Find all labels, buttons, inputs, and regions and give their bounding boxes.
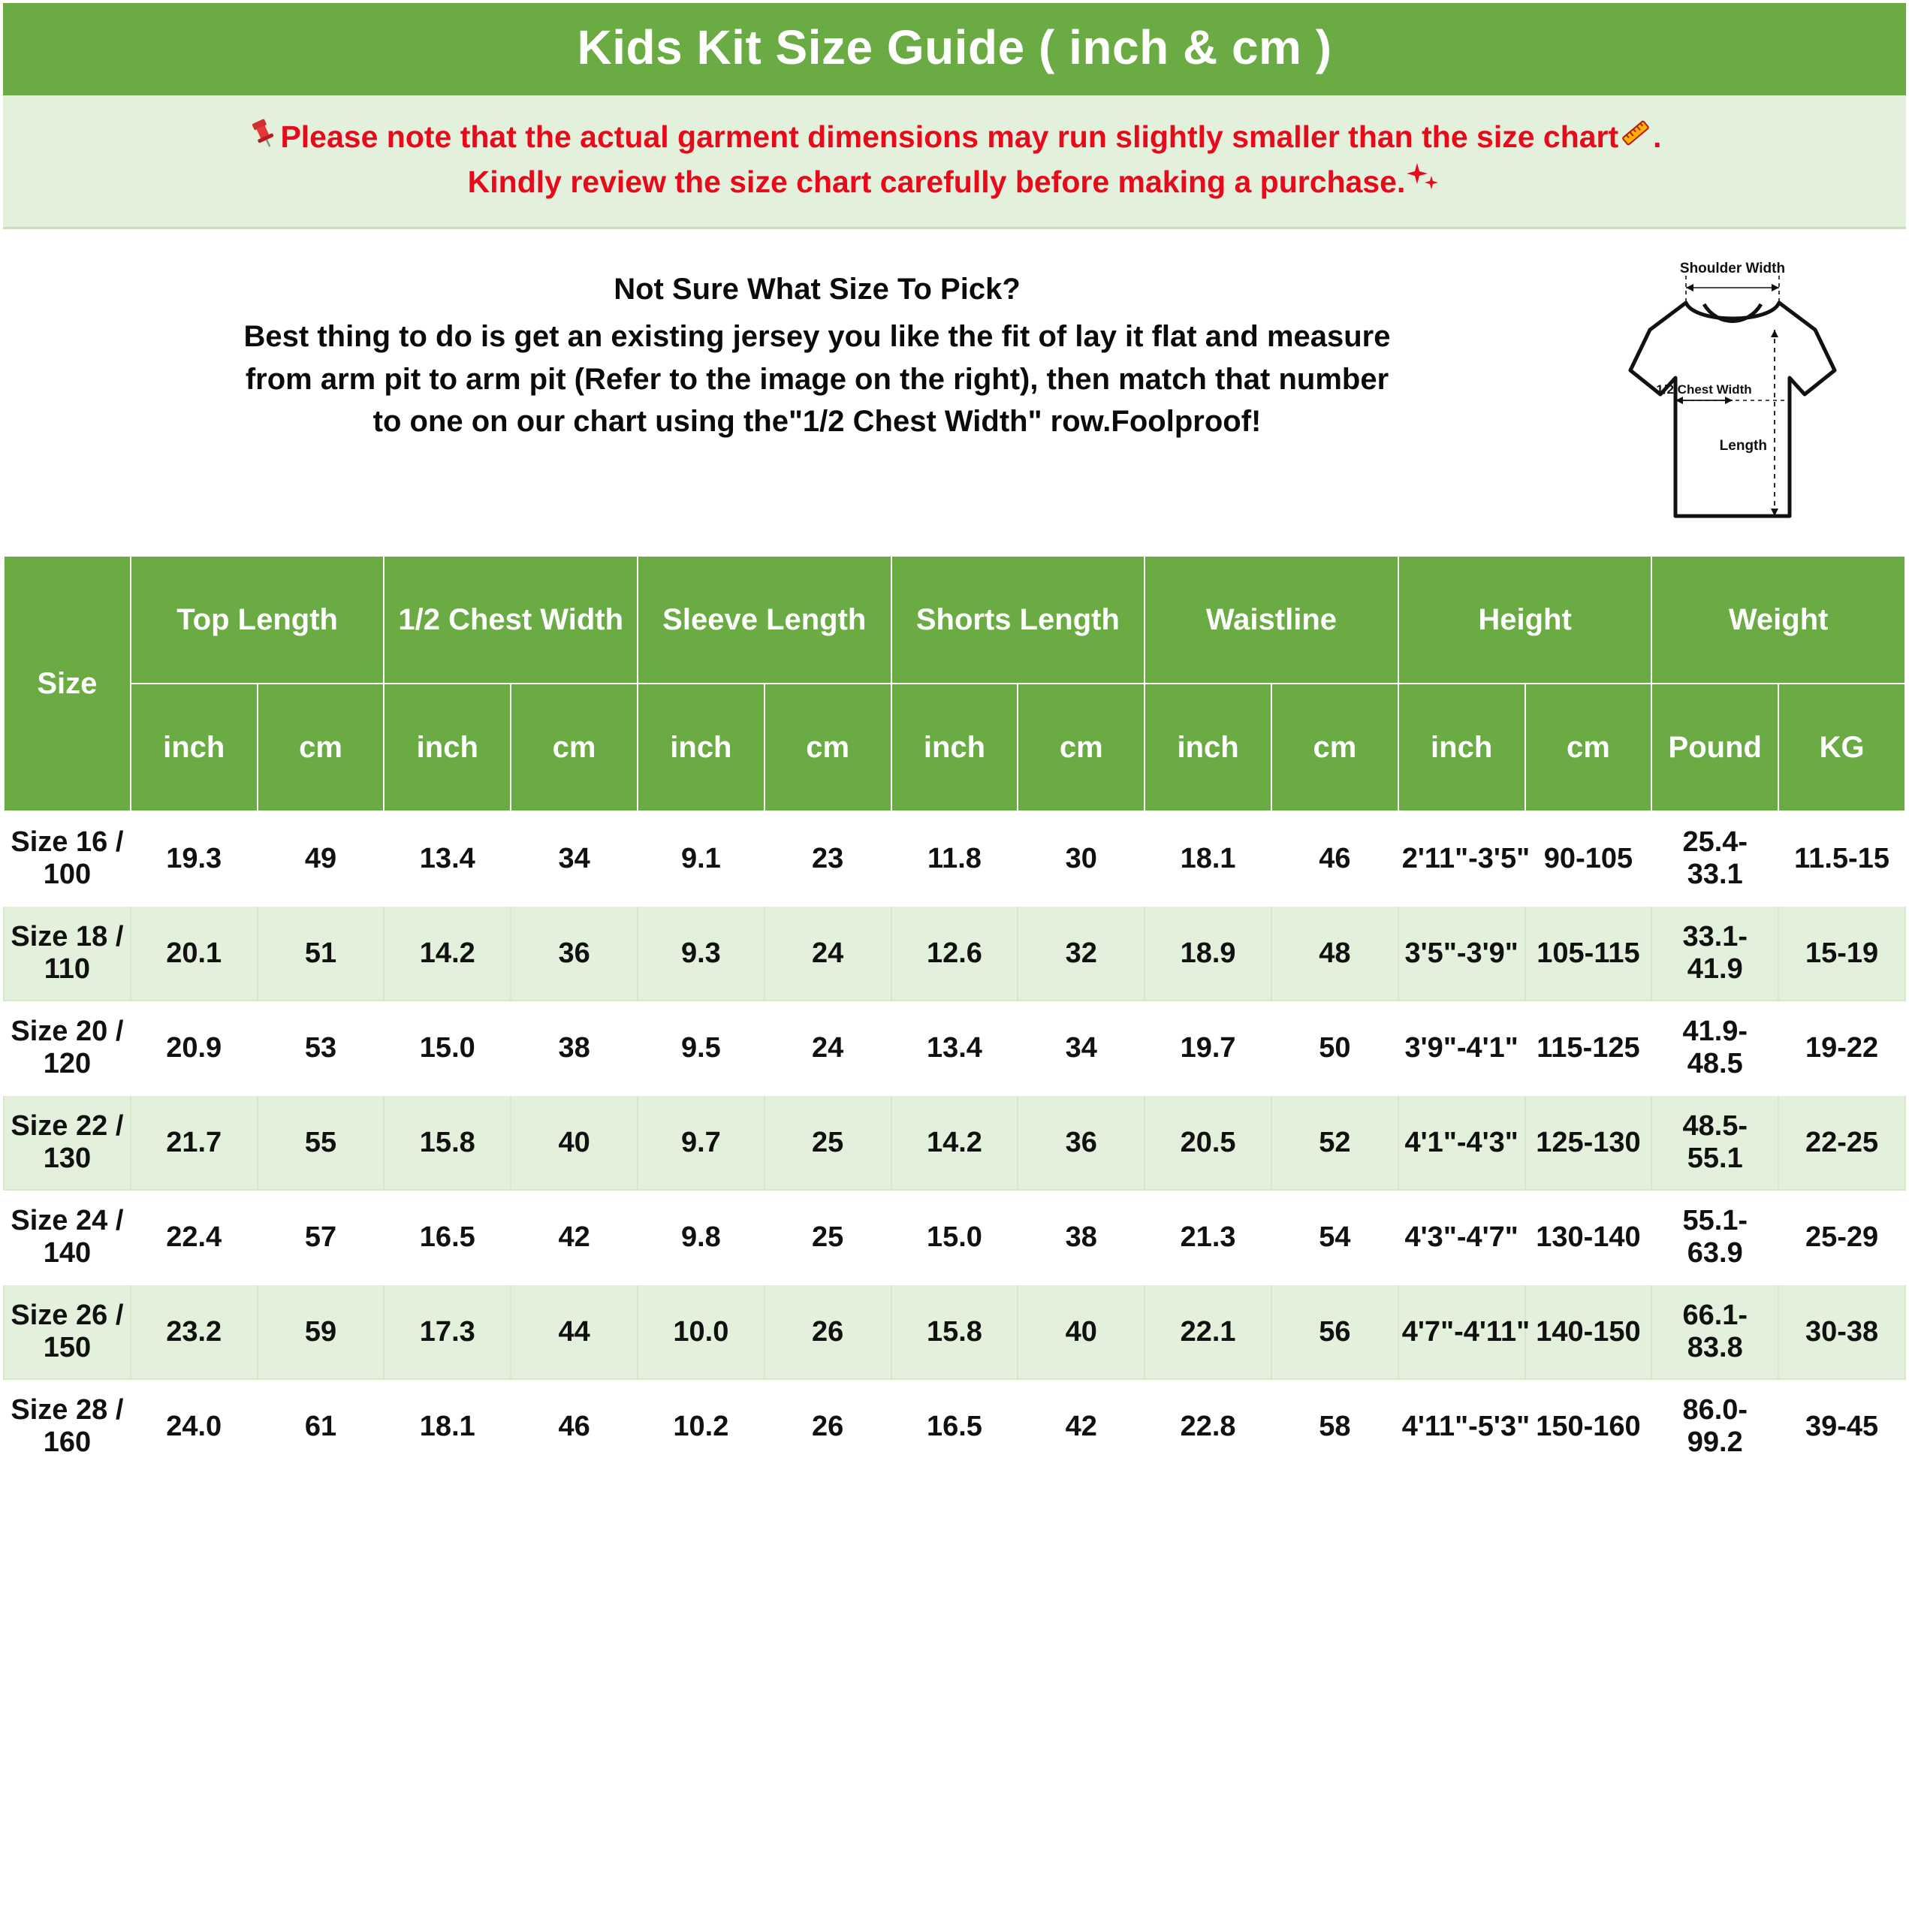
header-top-length: Top Length <box>131 556 385 684</box>
cell-size: Size 24 / 140 <box>4 1190 131 1284</box>
cell-shorts-inch: 15.8 <box>891 1284 1018 1379</box>
unit-top-length-inch: inch <box>131 684 258 811</box>
table-body <box>4 811 1905 1474</box>
cell-height-inch: 4'7"-4'11" <box>1398 1284 1525 1379</box>
cell-size: Size 16 / 100 <box>4 811 131 906</box>
cell-top-length-inch: 19.3 <box>131 811 258 906</box>
cell-shorts-inch: 11.8 <box>891 811 1018 906</box>
cell-chest-cm: 42 <box>511 1190 638 1284</box>
svg-text:1/2 Chest Width: 1/2 Chest Width <box>1656 382 1752 397</box>
disclaimer-text-2: Kindly review the size chart carefully before making a purchase. <box>467 164 1406 199</box>
header-size: Size <box>4 556 131 811</box>
cell-top-length-cm: 49 <box>258 811 385 906</box>
cell-shorts-cm: 30 <box>1018 811 1144 906</box>
cell-chest-cm: 44 <box>511 1284 638 1379</box>
cell-weight-pound: 66.1-83.8 <box>1651 1284 1778 1379</box>
cell-sleeve-cm: 26 <box>765 1284 891 1379</box>
cell-height-inch: 4'1"-4'3" <box>1398 1095 1525 1190</box>
cell-shorts-cm: 40 <box>1018 1284 1144 1379</box>
cell-weight-kg: 25-29 <box>1778 1190 1905 1284</box>
cell-chest-cm: 34 <box>511 811 638 906</box>
cell-top-length-inch: 22.4 <box>131 1190 258 1284</box>
cell-waist-cm: 52 <box>1271 1095 1398 1190</box>
unit-sleeve-inch: inch <box>638 684 765 811</box>
header-waistline: Waistline <box>1144 556 1398 684</box>
unit-waist-cm: cm <box>1271 684 1398 811</box>
unit-waist-inch: inch <box>1144 684 1271 811</box>
cell-top-length-cm: 57 <box>258 1190 385 1284</box>
cell-chest-inch: 15.8 <box>384 1095 511 1190</box>
unit-top-length-cm: cm <box>258 684 385 811</box>
cell-height-cm: 115-125 <box>1525 1001 1652 1095</box>
cell-shorts-cm: 32 <box>1018 906 1144 1001</box>
cell-chest-cm: 40 <box>511 1095 638 1190</box>
svg-text:Shoulder Width: Shoulder Width <box>1679 261 1786 277</box>
header-weight: Weight <box>1651 556 1905 684</box>
cell-chest-cm: 38 <box>511 1001 638 1095</box>
unit-height-cm: cm <box>1525 684 1652 811</box>
unit-shorts-cm: cm <box>1018 684 1144 811</box>
svg-text:Length: Length <box>1719 438 1767 454</box>
unit-height-inch: inch <box>1398 684 1525 811</box>
disclaimer-line-1 <box>21 115 1888 159</box>
cell-size: Size 26 / 150 <box>4 1284 131 1379</box>
cell-top-length-cm: 61 <box>258 1379 385 1474</box>
cell-waist-cm: 54 <box>1271 1190 1398 1284</box>
cell-sleeve-cm: 24 <box>765 1001 891 1095</box>
cell-weight-pound: 48.5-55.1 <box>1651 1095 1778 1190</box>
cell-waist-cm: 46 <box>1271 811 1398 906</box>
cell-height-cm: 130-140 <box>1525 1190 1652 1284</box>
cell-top-length-inch: 20.9 <box>131 1001 258 1095</box>
header-shorts-length: Shorts Length <box>891 556 1145 684</box>
cell-shorts-cm: 36 <box>1018 1095 1144 1190</box>
cell-shorts-cm: 34 <box>1018 1001 1144 1095</box>
cell-chest-inch: 16.5 <box>384 1190 511 1284</box>
unit-sleeve-cm: cm <box>765 684 891 811</box>
cell-size: Size 22 / 130 <box>4 1095 131 1190</box>
sparkles-icon <box>1405 161 1441 195</box>
cell-height-cm: 125-130 <box>1525 1095 1652 1190</box>
cell-sleeve-cm: 25 <box>765 1095 891 1190</box>
cell-waist-cm: 50 <box>1271 1001 1398 1095</box>
table-row <box>4 1001 1905 1095</box>
disclaimer-text-1: Please note that the actual garment dimensions may run slightly smaller than the size chart <box>280 119 1619 155</box>
cell-sleeve-inch: 9.7 <box>638 1095 765 1190</box>
cell-top-length-inch: 21.7 <box>131 1095 258 1190</box>
cell-height-cm: 90-105 <box>1525 811 1652 906</box>
cell-sleeve-inch: 9.3 <box>638 906 765 1001</box>
unit-shorts-inch: inch <box>891 684 1018 811</box>
cell-chest-cm: 46 <box>511 1379 638 1474</box>
cell-weight-pound: 86.0-99.2 <box>1651 1379 1778 1474</box>
unit-chest-inch: inch <box>384 684 511 811</box>
cell-top-length-cm: 51 <box>258 906 385 1001</box>
cell-waist-inch: 18.9 <box>1144 906 1271 1001</box>
cell-height-cm: 150-160 <box>1525 1379 1652 1474</box>
cell-chest-inch: 14.2 <box>384 906 511 1001</box>
header-sleeve-length: Sleeve Length <box>638 556 891 684</box>
advice-text <box>26 250 1609 443</box>
cell-height-inch: 3'9"-4'1" <box>1398 1001 1525 1095</box>
table-row <box>4 1379 1905 1474</box>
cell-weight-pound: 41.9-48.5 <box>1651 1001 1778 1095</box>
cell-weight-pound: 55.1-63.9 <box>1651 1190 1778 1284</box>
table-row <box>4 906 1905 1001</box>
cell-shorts-inch: 15.0 <box>891 1190 1018 1284</box>
cell-waist-inch: 19.7 <box>1144 1001 1271 1095</box>
cell-sleeve-inch: 9.5 <box>638 1001 765 1095</box>
advice-line-3: to one on our chart using the"1/2 Chest Width" row.Foolproof! <box>372 405 1262 439</box>
table-group-header-row <box>4 556 1905 811</box>
cell-top-length-cm: 59 <box>258 1284 385 1379</box>
cell-weight-pound: 25.4-33.1 <box>1651 811 1778 906</box>
advice-section <box>3 229 1906 555</box>
page-title: Kids Kit Size Guide ( inch & cm ) <box>3 3 1906 95</box>
unit-weight-pound: Pound <box>1651 684 1778 811</box>
tshirt-measurement-diagram <box>1609 250 1883 536</box>
cell-shorts-cm: 38 <box>1018 1190 1144 1284</box>
disclaimer-note <box>3 95 1906 229</box>
unit-chest-cm: cm <box>511 684 638 811</box>
cell-top-length-cm: 53 <box>258 1001 385 1095</box>
cell-height-inch: 2'11"-3'5" <box>1398 811 1525 906</box>
cell-waist-inch: 21.3 <box>1144 1190 1271 1284</box>
cell-sleeve-inch: 10.0 <box>638 1284 765 1379</box>
cell-shorts-inch: 12.6 <box>891 906 1018 1001</box>
size-chart-table <box>3 555 1906 1475</box>
cell-shorts-inch: 16.5 <box>891 1379 1018 1474</box>
advice-line-2: from arm pit to arm pit (Refer to the image on the right), then match that number <box>245 362 1389 396</box>
cell-sleeve-cm: 24 <box>765 906 891 1001</box>
header-half-chest-width: 1/2 Chest Width <box>384 556 638 684</box>
cell-weight-kg: 19-22 <box>1778 1001 1905 1095</box>
cell-sleeve-inch: 10.2 <box>638 1379 765 1474</box>
cell-weight-kg: 39-45 <box>1778 1379 1905 1474</box>
cell-top-length-inch: 24.0 <box>131 1379 258 1474</box>
cell-waist-cm: 56 <box>1271 1284 1398 1379</box>
cell-waist-inch: 22.1 <box>1144 1284 1271 1379</box>
cell-shorts-inch: 14.2 <box>891 1095 1018 1190</box>
cell-waist-inch: 20.5 <box>1144 1095 1271 1190</box>
cell-weight-kg: 11.5-15 <box>1778 811 1905 906</box>
cell-size: Size 20 / 120 <box>4 1001 131 1095</box>
cell-sleeve-inch: 9.1 <box>638 811 765 906</box>
cell-height-cm: 105-115 <box>1525 906 1652 1001</box>
cell-sleeve-cm: 25 <box>765 1190 891 1284</box>
cell-waist-inch: 18.1 <box>1144 811 1271 906</box>
unit-weight-kg: KG <box>1778 684 1905 811</box>
header-height: Height <box>1398 556 1652 684</box>
cell-chest-inch: 15.0 <box>384 1001 511 1095</box>
advice-line-1: Best thing to do is get an existing jersey you like the fit of lay it flat and measure <box>243 319 1391 353</box>
cell-top-length-cm: 55 <box>258 1095 385 1190</box>
cell-waist-cm: 58 <box>1271 1379 1398 1474</box>
cell-size: Size 18 / 110 <box>4 906 131 1001</box>
cell-height-inch: 4'3"-4'7" <box>1398 1190 1525 1284</box>
table-row <box>4 1095 1905 1190</box>
cell-weight-kg: 15-19 <box>1778 906 1905 1001</box>
cell-weight-pound: 33.1-41.9 <box>1651 906 1778 1001</box>
cell-waist-cm: 48 <box>1271 906 1398 1001</box>
ruler-icon <box>1618 116 1653 150</box>
cell-height-cm: 140-150 <box>1525 1284 1652 1379</box>
cell-top-length-inch: 23.2 <box>131 1284 258 1379</box>
cell-sleeve-inch: 9.8 <box>638 1190 765 1284</box>
cell-weight-kg: 30-38 <box>1778 1284 1905 1379</box>
cell-sleeve-cm: 26 <box>765 1379 891 1474</box>
table-row <box>4 811 1905 906</box>
cell-sleeve-cm: 23 <box>765 811 891 906</box>
table-row <box>4 1190 1905 1284</box>
cell-top-length-inch: 20.1 <box>131 906 258 1001</box>
advice-question: Not Sure What Size To Pick? <box>614 273 1021 306</box>
disclaimer-line-2 <box>21 160 1888 204</box>
cell-height-inch: 3'5"-3'9" <box>1398 906 1525 1001</box>
cell-weight-kg: 22-25 <box>1778 1095 1905 1190</box>
cell-chest-cm: 36 <box>511 906 638 1001</box>
cell-waist-inch: 22.8 <box>1144 1379 1271 1474</box>
disclaimer-period: . <box>1653 119 1662 155</box>
cell-size: Size 28 / 160 <box>4 1379 131 1474</box>
pushpin-icon <box>247 117 280 150</box>
cell-chest-inch: 18.1 <box>384 1379 511 1474</box>
cell-shorts-inch: 13.4 <box>891 1001 1018 1095</box>
cell-shorts-cm: 42 <box>1018 1379 1144 1474</box>
cell-chest-inch: 17.3 <box>384 1284 511 1379</box>
cell-chest-inch: 13.4 <box>384 811 511 906</box>
cell-height-inch: 4'11"-5'3" <box>1398 1379 1525 1474</box>
table-row <box>4 1284 1905 1379</box>
